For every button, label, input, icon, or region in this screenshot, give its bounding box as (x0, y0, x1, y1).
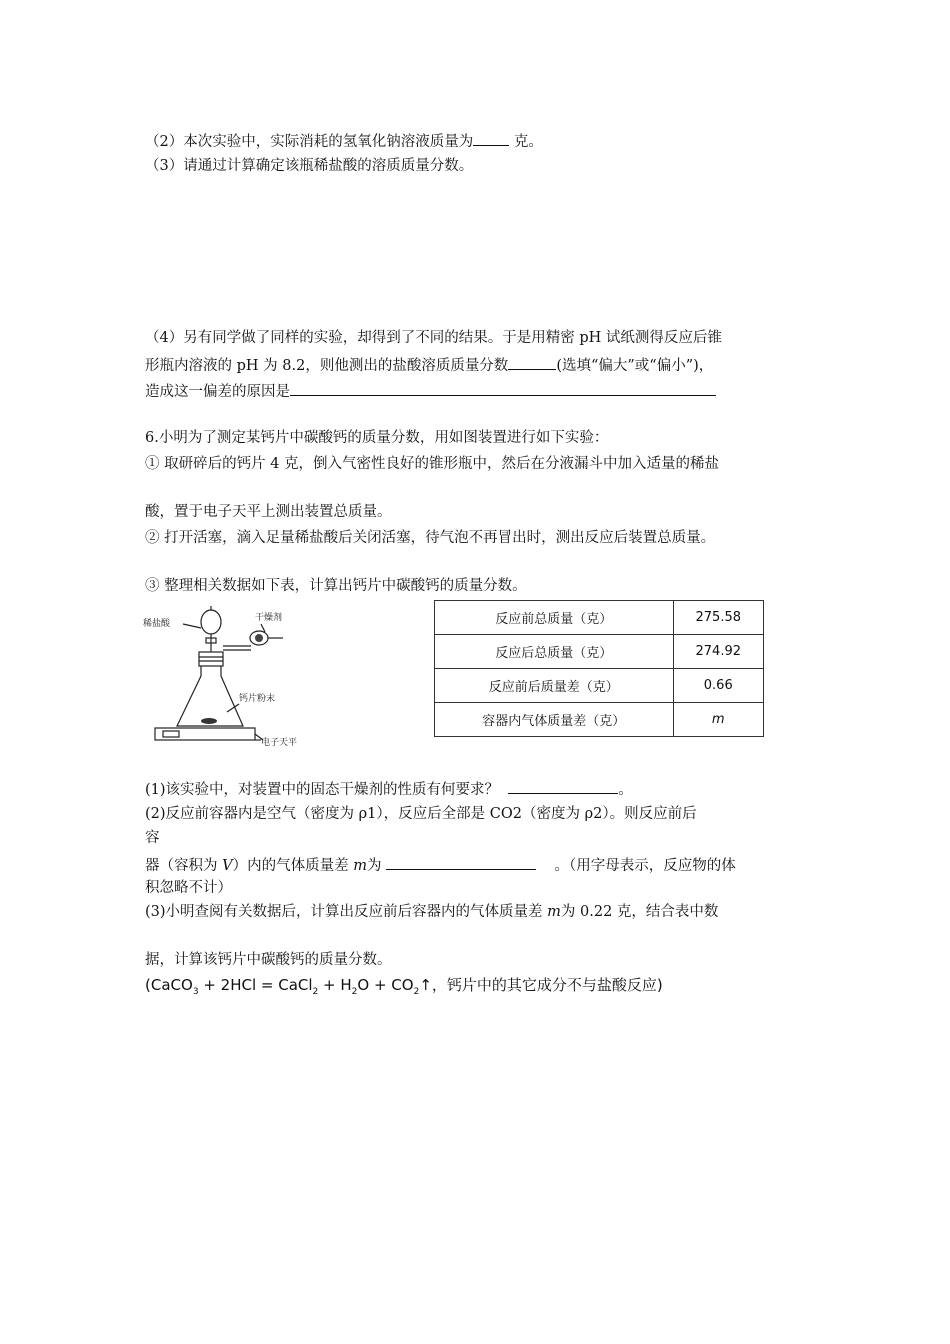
question-2: （2）本次实验中，实际消耗的氢氧化钠溶液质量为 克。 (145, 130, 543, 152)
problem-6-intro: 6.小明为了测定某钙片中碳酸钙的质量分数，用如图装置进行如下实验： (145, 430, 609, 446)
step-2: ② 打开活塞，滴入足量稀盐酸后关闭活塞，待气泡不再冒出时，测出反应后装置总质量。 (145, 530, 716, 546)
question-4-line3: 造成这一偏差的原因是 (145, 380, 716, 402)
sub-question-3b: 据，计算该钙片中碳酸钙的质量分数。 (145, 952, 392, 968)
step-1a: ① 取研碎后的钙片 4 克，倒入气密性良好的锥形瓶中，然后在分液漏斗中加入适量的稀盐 (145, 456, 720, 472)
answer-blank[interactable] (473, 130, 509, 146)
table-row: 反应后总质量（克） 274.92 (435, 635, 764, 669)
label-powder: 钙片粉末 (239, 694, 276, 704)
answer-blank[interactable] (386, 854, 536, 870)
reaction-equation: (CaCO$_3$ + 2HCl = CaCl$_2$ + $H_2O$ + $CO_2↑$，钙片中的其它成分不与盐酸反应) (145, 976, 663, 997)
sub-question-1: (1)该实验中，对装置中的固态干燥剂的性质有何要求？ 。 (145, 778, 633, 800)
sub-question-3a: (3)小明查阅有关数据后，计算出反应前后容器内的气体质量差 m为 0.22 克，结合表中数 (145, 904, 719, 920)
question-3: （3）请通过计算确定该瓶稀盐酸的溶质质量分数。 (145, 158, 474, 174)
sub-question-2a: (2)反应前容器内是空气（密度为 ρ1），反应后全部是 CO2（密度为 ρ2）。则反应前后 (145, 806, 697, 822)
question-4-line2: 形瓶内溶液的 pH 为 8.2，则他测出的盐酸溶质质量分数 (选填“偏大”或“偏小”)， (145, 354, 713, 376)
label-desiccant: 干燥剂 (255, 613, 283, 623)
sub-question-2c: 器（容积为 V）内的气体质量差 m为 。（用字母表示，反应物的体 (145, 854, 736, 876)
answer-blank[interactable] (508, 354, 556, 370)
table-row: 反应前总质量（克） 275.58 (435, 601, 764, 635)
table-row: 反应前后质量差（克） 0.66 (435, 669, 764, 703)
apparatus-figure (143, 604, 323, 750)
label-balance: 电子天平 (261, 738, 298, 748)
answer-blank[interactable] (290, 380, 716, 396)
step-1b: 酸，置于电子天平上测出装置总质量。 (145, 504, 392, 520)
sub-question-2b: 容 (145, 830, 160, 846)
question-4-line1: （4）另有同学做了同样的实验，却得到了不同的结果。于是用精密 pH 试纸测得反应后锥 (145, 330, 722, 346)
label-hcl: 稀盐酸 (143, 619, 171, 629)
sub-question-2d: 积忽略不计） (145, 880, 232, 896)
step-3: ③ 整理相关数据如下表，计算出钙片中碳酸钙的质量分数。 (145, 578, 527, 594)
table-row: 容器内气体质量差（克） m (435, 703, 764, 737)
data-table (434, 600, 764, 737)
answer-blank[interactable] (508, 778, 618, 794)
